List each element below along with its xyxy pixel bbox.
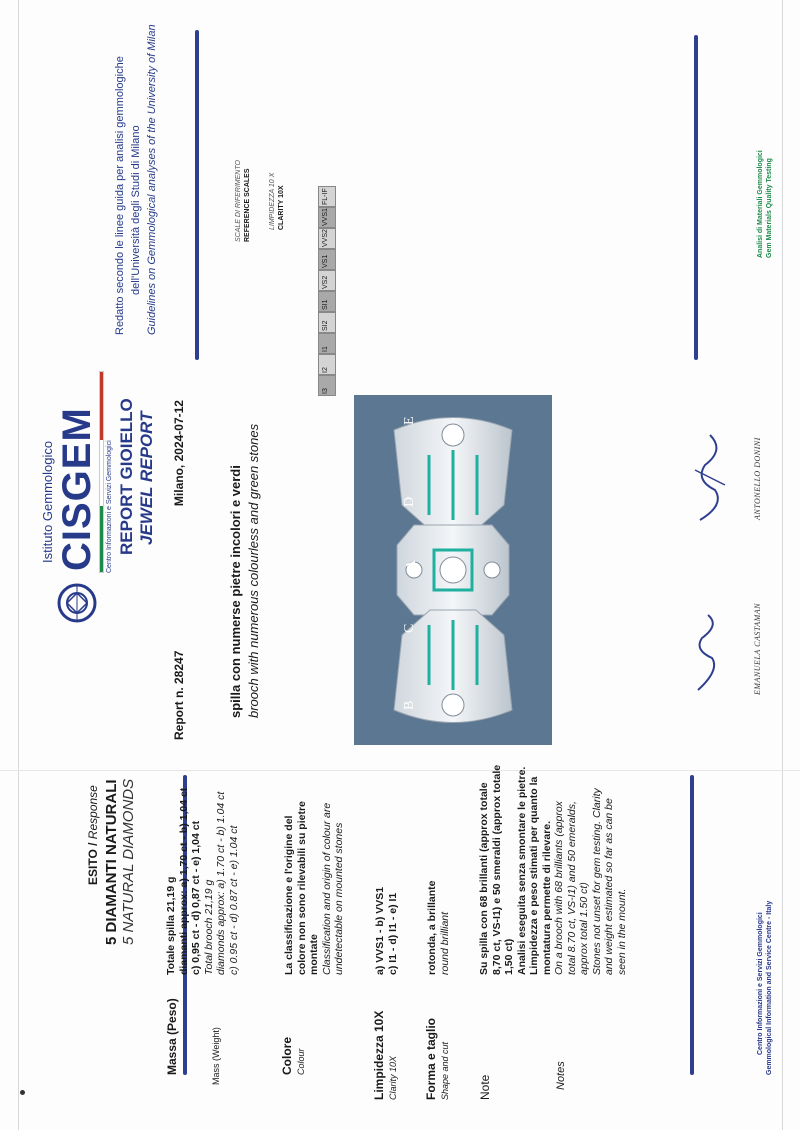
tricolor-band bbox=[99, 371, 104, 573]
report-meta bbox=[172, 400, 186, 740]
result-block bbox=[86, 779, 137, 945]
mass-label-en: Mass (Weight) bbox=[211, 1027, 221, 1085]
report-date: Milano, 2024-07-12 bbox=[172, 400, 186, 507]
accent-bar-bottom-right bbox=[690, 775, 694, 1075]
signature-right-icon bbox=[690, 430, 730, 530]
clarity-grade-box bbox=[318, 228, 336, 249]
description-en: brooch with numerous colourless and green stones bbox=[246, 423, 261, 718]
institute-label: Istituto Gemmologico bbox=[40, 440, 55, 563]
scale-title-en: REFERENCE SCALES bbox=[244, 168, 251, 242]
report-number: Report n. 28247 bbox=[172, 650, 186, 740]
lab-footer bbox=[756, 150, 774, 258]
mass-label-block bbox=[165, 998, 179, 1075]
result-esito: ESITO / bbox=[86, 842, 100, 885]
clarity-grade-box bbox=[318, 207, 336, 228]
jewel-description bbox=[227, 424, 263, 718]
notes-en-line-3: approx total 1.50 ct) bbox=[578, 882, 590, 975]
brand-header bbox=[40, 371, 157, 625]
colour-label-en: Colour bbox=[296, 1048, 306, 1075]
shape-label-block bbox=[424, 1018, 452, 1100]
lab-footer-en: Gem Materials Quality Testing bbox=[766, 158, 773, 258]
footer-en: Gemmological Information and Service Centre - Italy bbox=[766, 900, 773, 1075]
shape-en-line-1: round brilliant bbox=[438, 911, 451, 975]
notes-label-en: Notes bbox=[555, 1061, 567, 1090]
notes-en-line-2: total 8.70 ct, VS-I1) and 50 emeralds, bbox=[565, 801, 578, 975]
clarity-grade-label: I3 bbox=[322, 388, 329, 394]
clarity-grade-box bbox=[318, 375, 336, 396]
clarity-value-block bbox=[374, 887, 399, 975]
left-page-edge bbox=[18, 0, 19, 1130]
clarity-grade-box bbox=[318, 312, 336, 333]
fold-line bbox=[0, 770, 800, 771]
signature-left-icon bbox=[690, 610, 726, 700]
mass-en-line-3: c) 0.95 ct - d) 0.87 ct - e) 1.04 ct bbox=[227, 825, 240, 975]
signature-right-name: ANTONELLO DONINI bbox=[753, 437, 762, 520]
mass-line-1: Totale spilla 21,19 g bbox=[165, 876, 177, 975]
shape-label-en: Shape and cut bbox=[440, 1041, 450, 1100]
guidelines-line-3: Guidelines on Gemmological analyses of the University of Milan bbox=[146, 24, 158, 335]
brand-name: CISGEM bbox=[55, 407, 99, 571]
mass-en-line-1: Total brooch 21,19 g bbox=[202, 879, 215, 975]
brand-subtitle: Centro Informazioni e Servizi Gemmologici bbox=[106, 440, 113, 573]
brooch-image bbox=[354, 395, 552, 745]
mass-value-block bbox=[165, 788, 240, 975]
notes-en-line-6: seen in the mount. bbox=[615, 888, 628, 975]
shape-value-block bbox=[426, 880, 451, 975]
colour-value-block bbox=[283, 801, 346, 975]
colour-en-line-2: undetectable on mounted stones bbox=[333, 822, 345, 975]
clarity-title-it: LIMPIDEZZA 10 X bbox=[269, 172, 276, 230]
notes-line-2: 8,70 ct, VS-I1) e 50 smeraldi (approx totale bbox=[490, 764, 503, 975]
lab-footer-it: Analisi di Materiali Gemmologici bbox=[757, 150, 764, 258]
shape-line-1: rotonda, a brillante bbox=[426, 880, 438, 975]
accent-bar-top-right bbox=[694, 35, 698, 360]
notes-en-line-1: On a brooch with 68 brilliants (approx bbox=[553, 801, 565, 975]
colour-line-2: colore non sono rilevabili su pietre bbox=[295, 801, 308, 975]
result-title-it: 5 DIAMANTI NATURALI bbox=[103, 779, 120, 945]
clarity-label: Limpidezza 10X bbox=[372, 1010, 386, 1100]
reference-scales-title bbox=[234, 160, 252, 242]
clarity-grade-label: VS1 bbox=[322, 254, 329, 268]
footer-it: Centro Informazioni e Servizi Gemmologici bbox=[757, 912, 764, 1055]
result-title-en: 5 NATURAL DIAMONDS bbox=[120, 778, 137, 945]
clarity-grade-label: VS2 bbox=[322, 275, 329, 289]
colour-line-1: La classificazione e l'origine del bbox=[283, 815, 295, 975]
brooch-photo bbox=[354, 395, 552, 745]
clarity-label-en: Clarity 10X bbox=[388, 1055, 398, 1100]
colour-en-line-1: Classification and origin of colour are bbox=[320, 802, 333, 975]
photo-letter: C bbox=[402, 623, 417, 633]
cisgem-logo-icon bbox=[55, 571, 99, 625]
guidelines-block bbox=[112, 24, 160, 335]
mass-line-3: c) 0,95 ct - d) 0,87 ct - e) 1,04 ct bbox=[190, 820, 202, 975]
clarity-grade-label: I1 bbox=[322, 346, 329, 352]
accent-bar-top-left bbox=[195, 30, 199, 360]
signature-left-name: EMANUELA CASTAMAN bbox=[753, 603, 762, 695]
clarity-grade-label: I2 bbox=[322, 367, 329, 373]
right-page-edge bbox=[782, 0, 783, 1130]
page-footer bbox=[756, 901, 774, 1075]
result-response: Response bbox=[86, 785, 100, 840]
photo-letter: E bbox=[402, 416, 417, 425]
clarity-grade-box bbox=[318, 354, 336, 375]
photo-letter: B bbox=[402, 700, 417, 710]
description-it: spilla con numerse pietre incolori e verdi bbox=[228, 465, 243, 718]
clarity-grade-box bbox=[318, 186, 336, 207]
report-title-en: JEWEL REPORT bbox=[137, 411, 156, 545]
guidelines-line-1: Redatto secondo le linee guida per analisi gemmologiche bbox=[114, 56, 126, 335]
notes-value-block bbox=[478, 765, 628, 975]
report-title-it: REPORT GIOIELLO bbox=[117, 398, 136, 555]
clarity-line-2: c) I1 - d) I1 - e) I1 bbox=[386, 892, 399, 975]
colour-label-block bbox=[280, 1037, 308, 1075]
shape-label: Forma e taglio bbox=[424, 1017, 438, 1100]
notes-en-line-5: and weight estimated so far as can be bbox=[603, 798, 615, 975]
clarity-grade-box bbox=[318, 270, 336, 291]
clarity-grade-label: VVS2 bbox=[322, 229, 329, 247]
colour-label: Colore bbox=[280, 1036, 294, 1075]
notes-label: Note bbox=[478, 1074, 492, 1100]
clarity-label-block bbox=[372, 1011, 400, 1100]
photo-letter: A bbox=[404, 559, 419, 570]
colour-line-3: montate bbox=[308, 934, 320, 975]
clarity-grade-label: VVS1 bbox=[322, 208, 329, 226]
notes-line-4: Analisi eseguita senza smontare le pietre. bbox=[515, 766, 528, 975]
mass-label: Massa (Peso) bbox=[165, 998, 179, 1075]
notes-line-1: Su spilla con 68 brillanti (approx totale bbox=[478, 782, 490, 975]
punch-dot bbox=[20, 1090, 25, 1095]
clarity-scale-title bbox=[268, 173, 286, 230]
scale-title-it: SCALE DI RIFERIMENTO bbox=[235, 160, 242, 242]
guidelines-line-2: dell'Università degli Studi di Milano bbox=[130, 125, 142, 295]
clarity-grade-box bbox=[318, 291, 336, 312]
mass-line-2: diamanti approx: a) 1,70 ct - b) 1,04 ct bbox=[177, 787, 190, 975]
clarity-grade-label: SI2 bbox=[322, 320, 329, 331]
photo-letter: D bbox=[402, 496, 417, 507]
clarity-grade-box bbox=[318, 249, 336, 270]
notes-line-6: montatura permette di rilevare. bbox=[540, 820, 553, 975]
mass-en-line-2: diamonds approx: a) 1.70 ct - b) 1.04 ct bbox=[215, 791, 227, 975]
clarity-grade-box bbox=[318, 333, 336, 354]
notes-line-3: 1,50 ct) bbox=[503, 938, 515, 975]
clarity-line-1: a) VVS1 - b) VVS1 bbox=[374, 886, 386, 975]
clarity-grade-label: FL-IF bbox=[322, 188, 329, 205]
notes-line-5: Limpidezza e peso stimati per quanto la bbox=[528, 776, 540, 975]
notes-en-line-4: Stones not unset for gem testing. Clarity bbox=[590, 788, 603, 975]
clarity-grade-label: SI1 bbox=[322, 299, 329, 310]
clarity-title-en: CLARITY 10X bbox=[278, 185, 285, 230]
